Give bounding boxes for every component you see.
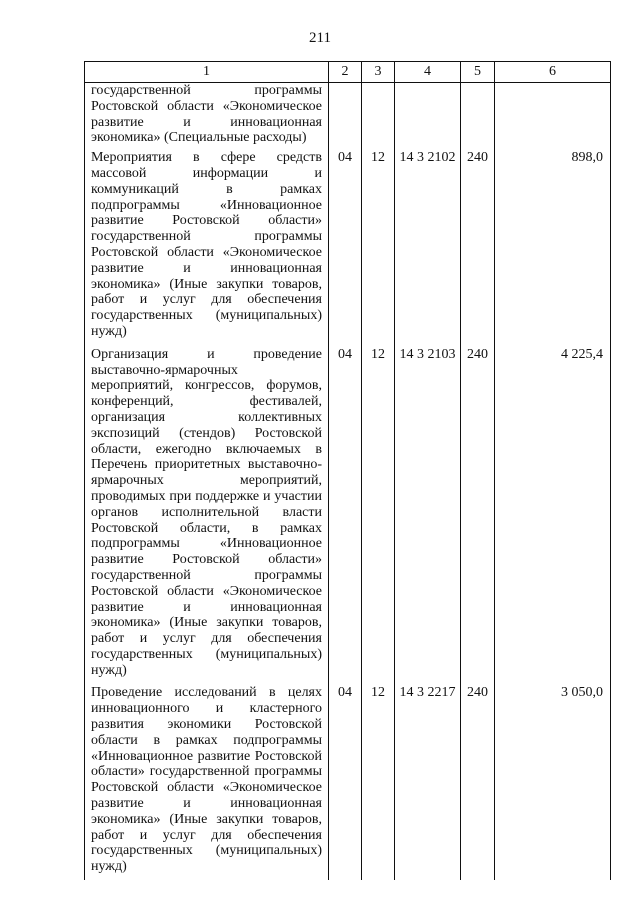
row-subsection: 12 xyxy=(362,148,395,345)
header-row xyxy=(85,62,611,83)
row-target-article xyxy=(395,83,461,149)
table-header xyxy=(85,62,611,83)
row-section: 04 xyxy=(329,683,362,880)
row-amount: 898,0 xyxy=(495,148,611,345)
budget-table xyxy=(84,61,611,880)
row-description: Организация и проведение выставочно-ярмарочных мероприятий, конгрессов, форумов, конференций, фестивалей, организация коллективных экспозиций (стендов) Ростовской области, ежегодно включаемых в Перечень приоритетных выставочно-ярмарочных мероприятий, проводимых при поддержке и участии органов исполнительной власти Ростовской области, в рамках подпрограммы «Инновационное развитие Ростовской области» государственной программы Ростовской области «Экономическое развитие и инновационная экономика» (Иные закупки товаров, работ и услуг для обеспечения государственных (муниципальных) нужд) xyxy=(85,345,329,684)
row-expense-type: 240 xyxy=(461,345,495,684)
row-target-article: 14 3 2217 xyxy=(395,683,461,880)
row-expense-type: 240 xyxy=(461,148,495,345)
header-col-1: 1 xyxy=(85,62,329,83)
row-section: 04 xyxy=(329,345,362,684)
table-row xyxy=(85,345,611,684)
page-number: 211 xyxy=(309,30,331,46)
header-col-6: 6 xyxy=(495,62,611,83)
row-subsection xyxy=(362,83,395,149)
header-col-4: 4 xyxy=(395,62,461,83)
row-subsection: 12 xyxy=(362,683,395,880)
row-description: государственной программы Ростовской области «Экономическое развитие и инновационная экономика» (Специальные расходы) xyxy=(85,83,329,149)
row-section xyxy=(329,83,362,149)
table-row xyxy=(85,83,611,149)
row-expense-type: 240 xyxy=(461,683,495,880)
row-description: Мероприятия в сфере средств массовой информации и коммуникаций в рамках подпрограммы «Инновационное развитие Ростовской области» государственной программы Ростовской области «Экономическое развитие и инновационная экономика» (Иные закупки товаров, работ и услуг для обеспечения государственных (муниципальных) нужд) xyxy=(85,148,329,345)
table-row xyxy=(85,148,611,345)
row-target-article: 14 3 2102 xyxy=(395,148,461,345)
row-expense-type xyxy=(461,83,495,149)
header-col-2: 2 xyxy=(329,62,362,83)
row-amount xyxy=(495,83,611,149)
row-section: 04 xyxy=(329,148,362,345)
row-description: Проведение исследований в целях инновационного и кластерного развития экономики Ростовской области в рамках подпрограммы «Инновационное развитие Ростовской области» государственной программы Ростовской области «Экономическое развитие и инновационная экономика» (Иные закупки товаров, работ и услуг для обеспечения государственных (муниципальных) нужд) xyxy=(85,683,329,880)
table-row xyxy=(85,683,611,880)
row-amount: 4 225,4 xyxy=(495,345,611,684)
row-subsection: 12 xyxy=(362,345,395,684)
row-target-article: 14 3 2103 xyxy=(395,345,461,684)
header-col-5: 5 xyxy=(461,62,495,83)
table-body xyxy=(85,83,611,881)
header-col-3: 3 xyxy=(362,62,395,83)
row-amount: 3 050,0 xyxy=(495,683,611,880)
